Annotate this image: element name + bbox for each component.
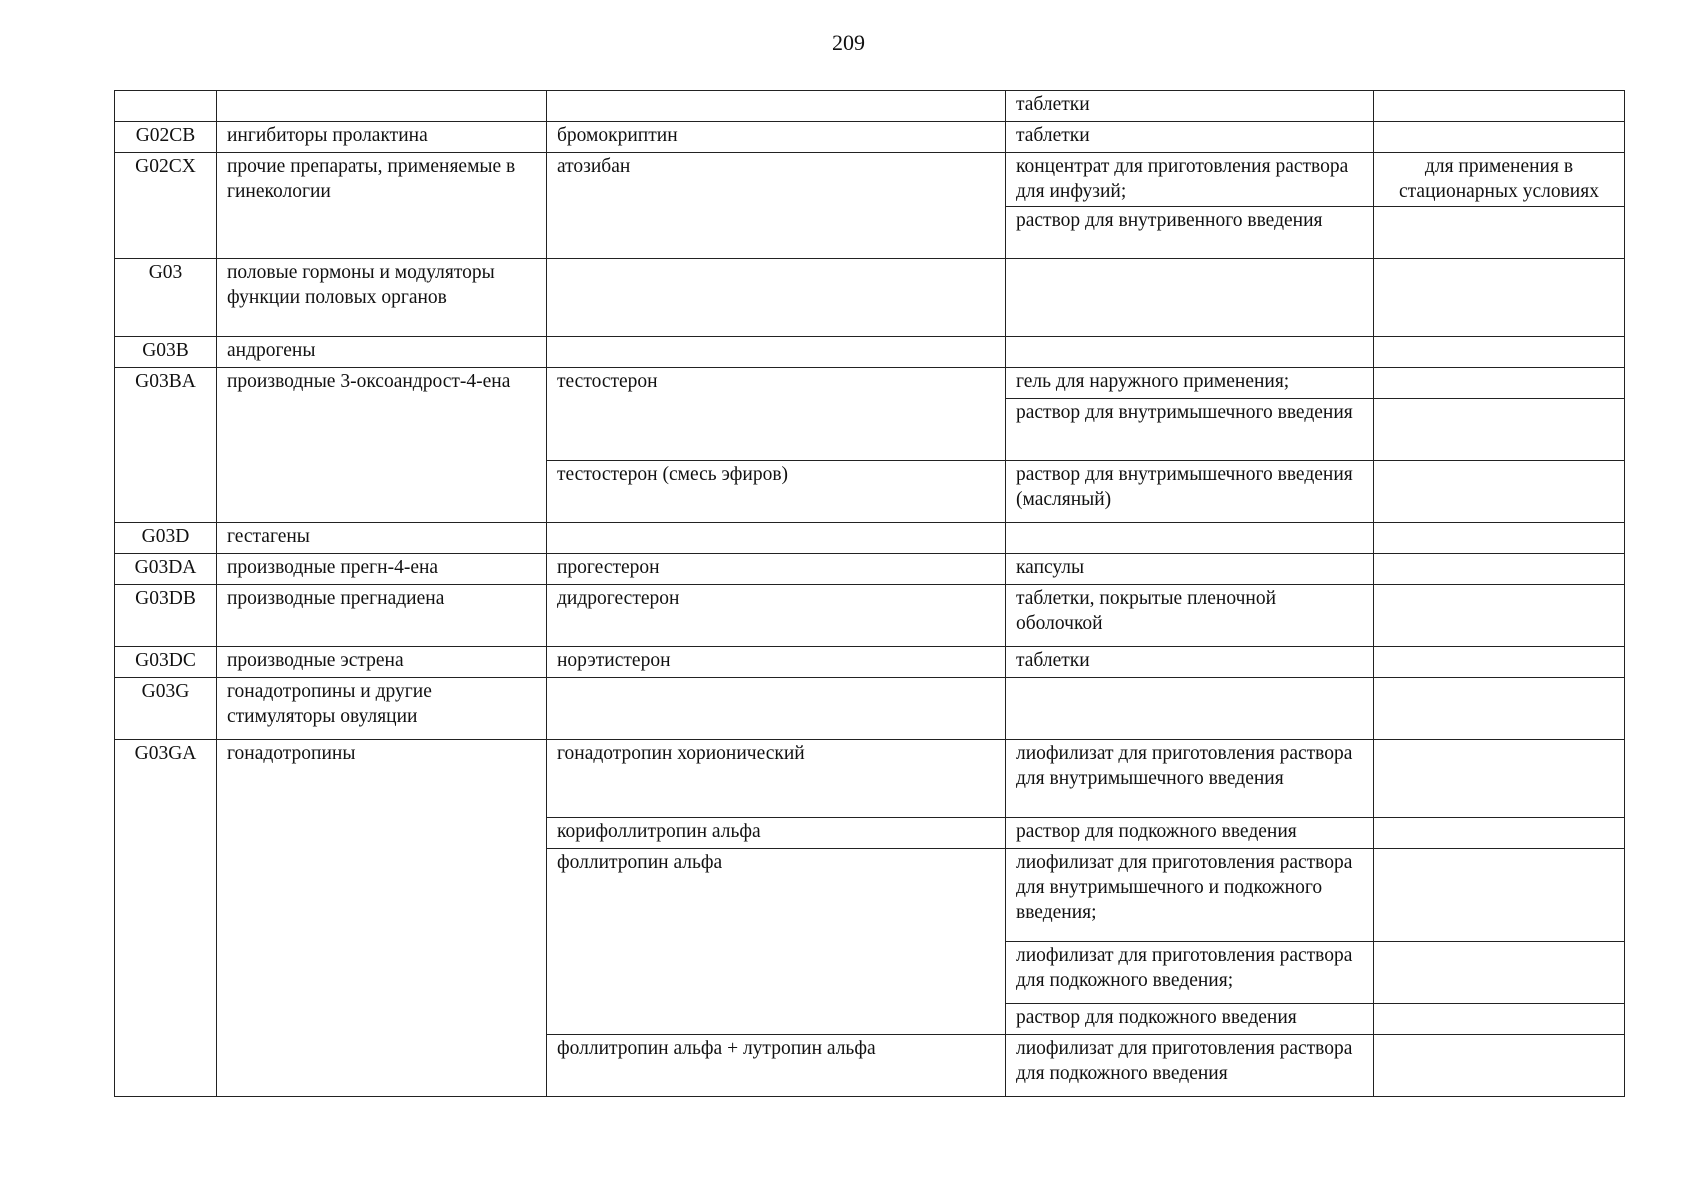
condition-cell	[1374, 678, 1625, 740]
group-cell: андрогены	[217, 337, 547, 368]
atc-code-cell: G03GA	[115, 740, 217, 1097]
dosage-form-cell: лиофилизат для приготовления раствора для подкожного введения;	[1006, 942, 1374, 1004]
table-row	[115, 740, 1625, 818]
atc-code-cell: G02CB	[115, 122, 217, 153]
drug-table	[114, 90, 1625, 1097]
dosage-form-cell: раствор для внутримышечного введения	[1006, 399, 1374, 461]
dosage-form-cell: раствор для подкожного введения	[1006, 818, 1374, 849]
dosage-form-cell: лиофилизат для приготовления раствора для подкожного введения	[1006, 1035, 1374, 1097]
table-row	[115, 337, 1625, 368]
atc-code-cell: G03D	[115, 523, 217, 554]
drug-cell: гонадотропин хорионический	[547, 740, 1006, 818]
dosage-form-cell: лиофилизат для приготовления раствора для внутримышечного и подкожного введения;	[1006, 849, 1374, 942]
table-row	[115, 368, 1625, 399]
drug-cell: тестостерон (смесь эфиров)	[547, 461, 1006, 523]
atc-code-cell: G02CX	[115, 153, 217, 259]
condition-cell	[1374, 818, 1625, 849]
condition-cell	[1374, 368, 1625, 399]
condition-cell	[1374, 1035, 1625, 1097]
group-cell: гонадотропины и другие стимуляторы овуляции	[217, 678, 547, 740]
table-row	[115, 153, 1625, 207]
atc-code-cell: G03G	[115, 678, 217, 740]
dosage-form-cell: раствор для внутривенного введения	[1006, 207, 1374, 259]
dosage-form-cell	[1006, 678, 1374, 740]
drug-cell: тестостерон	[547, 368, 1006, 461]
condition-cell	[1374, 337, 1625, 368]
condition-cell	[1374, 399, 1625, 461]
table-row	[115, 523, 1625, 554]
atc-code-cell: G03B	[115, 337, 217, 368]
dosage-form-cell: лиофилизат для приготовления раствора для внутримышечного введения	[1006, 740, 1374, 818]
dosage-form-cell: таблетки	[1006, 647, 1374, 678]
dosage-form-cell: концентрат для приготовления раствора для инфузий;	[1006, 153, 1374, 207]
condition-cell	[1374, 461, 1625, 523]
table-row	[115, 678, 1625, 740]
dosage-form-cell: гель для наружного применения;	[1006, 368, 1374, 399]
drug-cell	[547, 523, 1006, 554]
drug-cell: норэтистерон	[547, 647, 1006, 678]
dosage-form-cell: таблетки, покрытые пленочной оболочкой	[1006, 585, 1374, 647]
condition-cell	[1374, 740, 1625, 818]
drug-cell: корифоллитропин альфа	[547, 818, 1006, 849]
condition-cell	[1374, 554, 1625, 585]
group-cell: производные эстрена	[217, 647, 547, 678]
table-row	[115, 91, 1625, 122]
dosage-form-cell: таблетки	[1006, 122, 1374, 153]
drug-cell: прогестерон	[547, 554, 1006, 585]
drug-cell: дидрогестерон	[547, 585, 1006, 647]
drug-cell	[547, 259, 1006, 337]
group-cell	[217, 91, 547, 122]
drug-cell: фоллитропин альфа	[547, 849, 1006, 1035]
condition-cell	[1374, 91, 1625, 122]
drug-cell: атозибан	[547, 153, 1006, 259]
atc-code-cell: G03DB	[115, 585, 217, 647]
condition-cell	[1374, 849, 1625, 942]
table-row	[115, 585, 1625, 647]
dosage-form-cell: капсулы	[1006, 554, 1374, 585]
condition-cell	[1374, 122, 1625, 153]
dosage-form-cell	[1006, 259, 1374, 337]
atc-code-cell: G03BA	[115, 368, 217, 523]
group-cell: производные прегнадиена	[217, 585, 547, 647]
drug-cell	[547, 91, 1006, 122]
group-cell: производные 3-оксоандрост-4-ена	[217, 368, 547, 523]
dosage-form-cell	[1006, 337, 1374, 368]
drug-cell	[547, 337, 1006, 368]
table-row	[115, 647, 1625, 678]
condition-cell	[1374, 259, 1625, 337]
group-cell: производные прегн-4-ена	[217, 554, 547, 585]
atc-code-cell	[115, 91, 217, 122]
group-cell: прочие препараты, применяемые в гинекологии	[217, 153, 547, 259]
condition-cell	[1374, 942, 1625, 1004]
group-cell: ингибиторы пролактина	[217, 122, 547, 153]
table-row	[115, 122, 1625, 153]
condition-cell	[1374, 585, 1625, 647]
group-cell: гестагены	[217, 523, 547, 554]
group-cell: гонадотропины	[217, 740, 547, 1097]
condition-cell: для применения в стационарных условиях	[1374, 153, 1625, 207]
atc-code-cell: G03DC	[115, 647, 217, 678]
group-cell: половые гормоны и модуляторы функции половых органов	[217, 259, 547, 337]
dosage-form-cell: таблетки	[1006, 91, 1374, 122]
condition-cell	[1374, 647, 1625, 678]
dosage-form-cell	[1006, 523, 1374, 554]
dosage-form-cell: раствор для подкожного введения	[1006, 1004, 1374, 1035]
table-row	[115, 259, 1625, 337]
atc-code-cell: G03DA	[115, 554, 217, 585]
atc-code-cell: G03	[115, 259, 217, 337]
page-number: 209	[832, 30, 865, 55]
table-row	[115, 554, 1625, 585]
drug-cell: бромокриптин	[547, 122, 1006, 153]
condition-cell	[1374, 523, 1625, 554]
dosage-form-cell: раствор для внутримышечного введения (масляный)	[1006, 461, 1374, 523]
drug-cell: фоллитропин альфа + лутропин альфа	[547, 1035, 1006, 1097]
drug-cell	[547, 678, 1006, 740]
condition-cell	[1374, 207, 1625, 259]
condition-cell	[1374, 1004, 1625, 1035]
